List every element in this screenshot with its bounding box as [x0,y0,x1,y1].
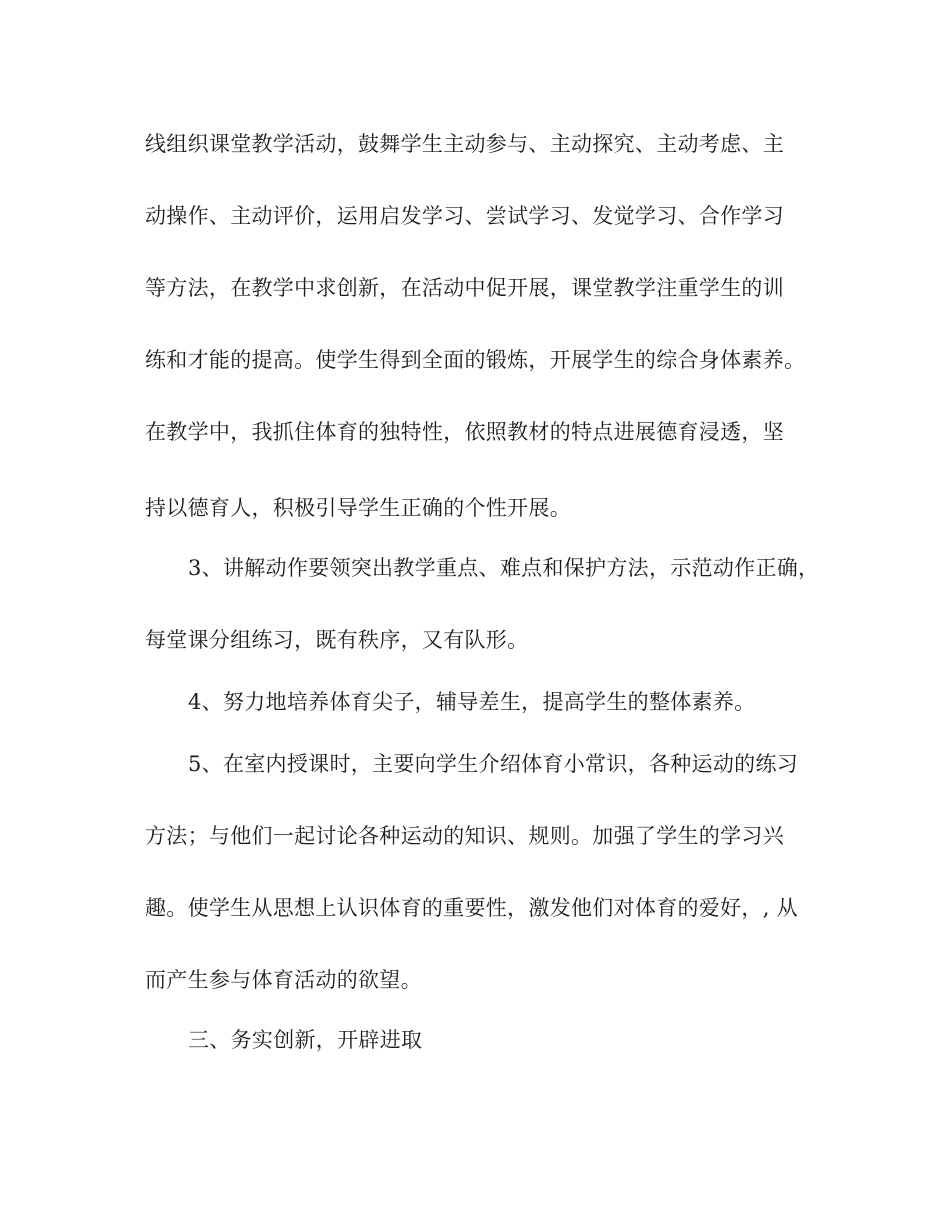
section-heading: 三、务实创新，开辟进取 [188,1028,423,1052]
text-line: 动操作、主动评价，运用启发学习、尝试学习、发觉学习、合作学习 [145,204,784,228]
text-line: 每堂课分组练习，既有秩序，又有队形。 [145,628,529,652]
text-line: 而产生参与体育活动的欲望。 [145,968,422,992]
text-line: 练和才能的提高。使学生得到全面的锻炼，开展学生的综合身体素养。 [145,348,806,372]
text-line: 等方法，在教学中求创新，在活动中促开展，课堂教学注重学生的训 [145,276,784,300]
text-line: 在教学中，我抓住体育的独特性，依照教材的特点进展德育浸透，坚 [145,420,784,444]
text-line: 4、努力地培养体育尖子，辅导差生，提高学生的整体素养。 [188,690,756,714]
text-line: 趣。使学生从思想上认识体育的重要性，激发他们对体育的爱好，, 从 [145,896,798,920]
text-line: 3、讲解动作要领突出教学重点、难点和保护方法，示范动作正确， [188,556,820,580]
text-line: 持以德育人，积极引导学生正确的个性开展。 [145,496,571,520]
text-line: 5、在室内授课时，主要向学生介绍体育小常识，各种运动的练习 [188,752,799,776]
text-line: 线组织课堂教学活动，鼓舞学生主动参与、主动探究、主动考虑、主 [145,132,784,156]
text-line: 方法；与他们一起讨论各种运动的知识、规则。加强了学生的学习兴 [145,824,784,848]
